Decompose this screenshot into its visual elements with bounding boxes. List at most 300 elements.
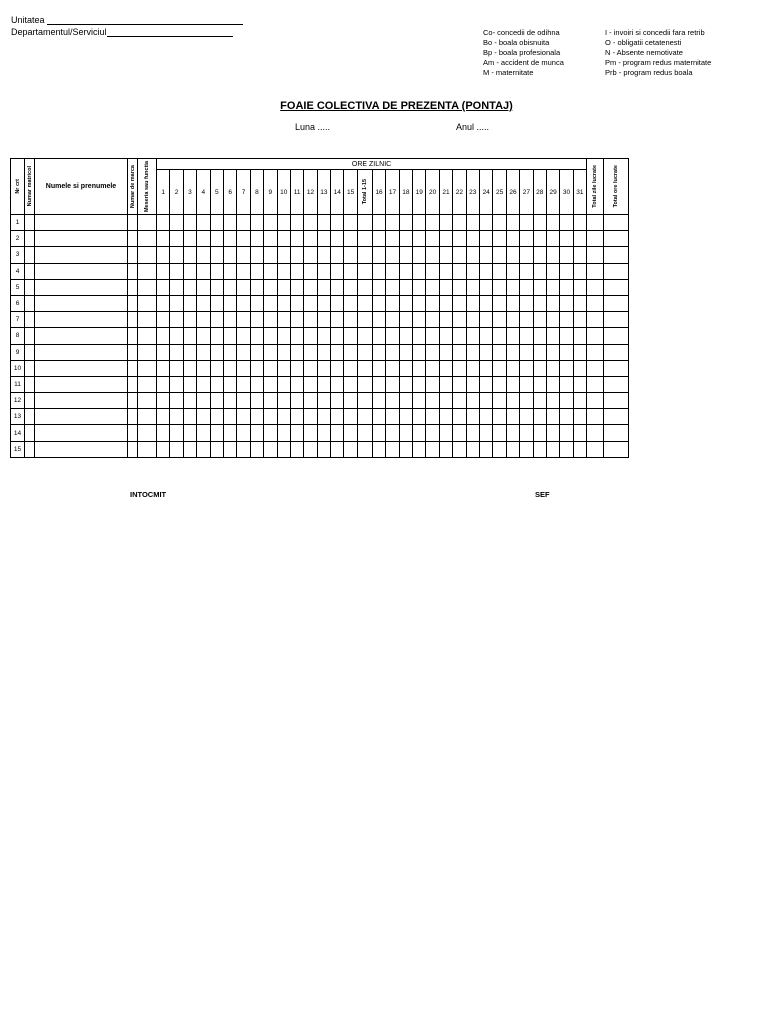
table-cell[interactable] xyxy=(399,344,412,360)
table-cell[interactable] xyxy=(573,393,586,409)
table-cell[interactable] xyxy=(533,344,546,360)
table-cell[interactable] xyxy=(560,312,573,328)
table-cell[interactable] xyxy=(290,441,303,457)
table-cell[interactable] xyxy=(138,409,157,425)
table-cell[interactable] xyxy=(506,441,519,457)
table-cell[interactable] xyxy=(317,295,330,311)
table-cell[interactable] xyxy=(223,393,236,409)
table-cell[interactable] xyxy=(546,328,559,344)
table-cell[interactable] xyxy=(183,215,196,231)
table-cell[interactable] xyxy=(290,215,303,231)
table-cell[interactable] xyxy=(290,263,303,279)
table-cell[interactable] xyxy=(250,344,263,360)
table-cell[interactable] xyxy=(264,409,277,425)
table-cell[interactable] xyxy=(587,376,604,392)
table-cell[interactable] xyxy=(25,247,35,263)
table-cell[interactable] xyxy=(210,247,223,263)
table-cell[interactable] xyxy=(317,393,330,409)
table-cell[interactable] xyxy=(399,312,412,328)
table-cell[interactable] xyxy=(250,312,263,328)
table-cell[interactable] xyxy=(439,312,452,328)
table-cell[interactable] xyxy=(170,279,183,295)
table-cell[interactable] xyxy=(304,409,317,425)
table-cell[interactable] xyxy=(604,360,629,376)
table-cell[interactable] xyxy=(264,247,277,263)
table-cell[interactable] xyxy=(210,409,223,425)
table-cell[interactable] xyxy=(317,263,330,279)
table-cell[interactable] xyxy=(506,312,519,328)
table-cell[interactable] xyxy=(399,360,412,376)
table-cell[interactable] xyxy=(479,263,492,279)
table-cell[interactable] xyxy=(264,393,277,409)
table-cell[interactable] xyxy=(331,425,344,441)
table-cell[interactable] xyxy=(344,409,357,425)
table-cell[interactable] xyxy=(453,425,466,441)
table-cell[interactable] xyxy=(237,441,250,457)
table-cell[interactable] xyxy=(573,344,586,360)
table-cell[interactable] xyxy=(157,279,170,295)
table-cell[interactable] xyxy=(604,441,629,457)
table-cell[interactable] xyxy=(479,247,492,263)
table-cell[interactable] xyxy=(223,360,236,376)
table-cell[interactable] xyxy=(413,393,426,409)
table-cell[interactable] xyxy=(210,295,223,311)
table-cell[interactable] xyxy=(344,312,357,328)
table-cell[interactable] xyxy=(290,360,303,376)
table-cell[interactable] xyxy=(290,376,303,392)
table-cell[interactable] xyxy=(223,312,236,328)
table-cell[interactable] xyxy=(317,312,330,328)
table-cell[interactable] xyxy=(493,312,506,328)
table-cell[interactable] xyxy=(304,425,317,441)
table-cell[interactable] xyxy=(290,247,303,263)
table-cell[interactable] xyxy=(533,247,546,263)
table-cell[interactable] xyxy=(493,376,506,392)
table-cell[interactable] xyxy=(290,295,303,311)
table-cell[interactable] xyxy=(344,393,357,409)
table-cell[interactable] xyxy=(453,231,466,247)
table-cell[interactable] xyxy=(439,344,452,360)
table-cell[interactable] xyxy=(223,328,236,344)
table-cell[interactable] xyxy=(413,409,426,425)
table-cell[interactable] xyxy=(128,441,138,457)
table-cell[interactable] xyxy=(479,295,492,311)
table-cell[interactable] xyxy=(453,376,466,392)
table-cell[interactable] xyxy=(372,344,385,360)
table-cell[interactable] xyxy=(128,312,138,328)
table-cell[interactable] xyxy=(290,312,303,328)
table-cell[interactable] xyxy=(183,279,196,295)
table-cell[interactable] xyxy=(466,376,479,392)
table-cell[interactable] xyxy=(533,312,546,328)
table-cell[interactable] xyxy=(466,360,479,376)
table-cell[interactable] xyxy=(587,263,604,279)
table-cell[interactable] xyxy=(317,360,330,376)
table-cell[interactable] xyxy=(25,344,35,360)
table-cell[interactable] xyxy=(453,247,466,263)
table-cell[interactable] xyxy=(453,328,466,344)
table-cell[interactable] xyxy=(372,263,385,279)
table-cell[interactable] xyxy=(372,279,385,295)
table-cell[interactable] xyxy=(573,425,586,441)
table-cell[interactable] xyxy=(223,295,236,311)
table-cell[interactable] xyxy=(573,441,586,457)
table-cell[interactable] xyxy=(35,312,128,328)
table-cell[interactable] xyxy=(413,344,426,360)
table-cell[interactable] xyxy=(466,393,479,409)
table-cell[interactable] xyxy=(399,393,412,409)
table-cell[interactable] xyxy=(210,376,223,392)
table-cell[interactable] xyxy=(210,263,223,279)
table-cell[interactable] xyxy=(453,215,466,231)
table-cell[interactable] xyxy=(604,279,629,295)
table-cell[interactable] xyxy=(560,360,573,376)
table-cell[interactable] xyxy=(35,409,128,425)
table-cell[interactable] xyxy=(183,425,196,441)
table-cell[interactable] xyxy=(413,360,426,376)
table-cell[interactable] xyxy=(357,376,372,392)
table-cell[interactable] xyxy=(128,360,138,376)
table-cell[interactable] xyxy=(344,263,357,279)
table-cell[interactable] xyxy=(573,360,586,376)
table-cell[interactable] xyxy=(386,409,399,425)
table-cell[interactable] xyxy=(210,312,223,328)
table-cell[interactable] xyxy=(573,409,586,425)
table-cell[interactable] xyxy=(546,312,559,328)
table-cell[interactable] xyxy=(439,295,452,311)
table-cell[interactable] xyxy=(170,376,183,392)
table-cell[interactable] xyxy=(466,328,479,344)
table-cell[interactable] xyxy=(520,263,533,279)
table-cell[interactable] xyxy=(138,312,157,328)
table-cell[interactable] xyxy=(331,279,344,295)
table-cell[interactable] xyxy=(546,409,559,425)
table-cell[interactable] xyxy=(372,393,385,409)
table-cell[interactable] xyxy=(357,312,372,328)
table-cell[interactable] xyxy=(35,425,128,441)
table-cell[interactable] xyxy=(479,425,492,441)
table-cell[interactable] xyxy=(331,344,344,360)
table-cell[interactable] xyxy=(560,441,573,457)
table-cell[interactable] xyxy=(386,312,399,328)
table-cell[interactable] xyxy=(399,425,412,441)
table-cell[interactable] xyxy=(35,231,128,247)
table-cell[interactable] xyxy=(466,425,479,441)
table-cell[interactable] xyxy=(493,409,506,425)
table-cell[interactable] xyxy=(493,231,506,247)
table-cell[interactable] xyxy=(304,295,317,311)
table-cell[interactable] xyxy=(439,441,452,457)
table-cell[interactable] xyxy=(386,295,399,311)
table-cell[interactable] xyxy=(520,376,533,392)
table-cell[interactable] xyxy=(604,295,629,311)
table-cell[interactable] xyxy=(357,295,372,311)
table-cell[interactable] xyxy=(197,425,210,441)
table-cell[interactable] xyxy=(35,295,128,311)
table-cell[interactable] xyxy=(250,328,263,344)
table-cell[interactable] xyxy=(573,231,586,247)
table-cell[interactable] xyxy=(237,312,250,328)
table-cell[interactable] xyxy=(573,295,586,311)
table-cell[interactable] xyxy=(250,393,263,409)
table-cell[interactable] xyxy=(138,360,157,376)
table-cell[interactable] xyxy=(386,279,399,295)
table-cell[interactable] xyxy=(386,328,399,344)
table-cell[interactable] xyxy=(439,279,452,295)
table-cell[interactable] xyxy=(237,425,250,441)
table-cell[interactable] xyxy=(197,344,210,360)
table-cell[interactable] xyxy=(317,215,330,231)
table-cell[interactable] xyxy=(25,425,35,441)
table-cell[interactable] xyxy=(493,247,506,263)
table-cell[interactable] xyxy=(466,247,479,263)
table-cell[interactable] xyxy=(197,409,210,425)
table-cell[interactable] xyxy=(344,360,357,376)
table-cell[interactable] xyxy=(170,425,183,441)
table-cell[interactable] xyxy=(439,376,452,392)
table-cell[interactable] xyxy=(573,279,586,295)
table-cell[interactable] xyxy=(290,279,303,295)
table-cell[interactable] xyxy=(533,393,546,409)
table-cell[interactable] xyxy=(533,328,546,344)
table-cell[interactable] xyxy=(493,279,506,295)
table-cell[interactable] xyxy=(413,231,426,247)
table-cell[interactable] xyxy=(25,215,35,231)
table-cell[interactable] xyxy=(25,360,35,376)
table-cell[interactable] xyxy=(439,409,452,425)
table-cell[interactable] xyxy=(210,328,223,344)
table-cell[interactable] xyxy=(277,247,290,263)
table-cell[interactable] xyxy=(128,263,138,279)
table-cell[interactable] xyxy=(317,425,330,441)
table-cell[interactable] xyxy=(506,215,519,231)
table-cell[interactable] xyxy=(479,231,492,247)
table-cell[interactable] xyxy=(493,360,506,376)
table-cell[interactable] xyxy=(344,376,357,392)
table-cell[interactable] xyxy=(277,312,290,328)
table-cell[interactable] xyxy=(413,425,426,441)
table-cell[interactable] xyxy=(399,376,412,392)
table-cell[interactable] xyxy=(223,344,236,360)
table-cell[interactable] xyxy=(237,409,250,425)
table-cell[interactable] xyxy=(35,360,128,376)
table-cell[interactable] xyxy=(357,425,372,441)
table-cell[interactable] xyxy=(466,295,479,311)
table-cell[interactable] xyxy=(560,263,573,279)
table-cell[interactable] xyxy=(560,295,573,311)
table-cell[interactable] xyxy=(386,215,399,231)
table-cell[interactable] xyxy=(357,231,372,247)
table-cell[interactable] xyxy=(170,312,183,328)
table-cell[interactable] xyxy=(493,441,506,457)
table-cell[interactable] xyxy=(304,279,317,295)
table-cell[interactable] xyxy=(546,441,559,457)
table-cell[interactable] xyxy=(520,215,533,231)
table-cell[interactable] xyxy=(506,393,519,409)
table-cell[interactable] xyxy=(493,295,506,311)
table-cell[interactable] xyxy=(413,263,426,279)
table-cell[interactable] xyxy=(560,279,573,295)
table-cell[interactable] xyxy=(304,215,317,231)
table-cell[interactable] xyxy=(426,279,439,295)
table-cell[interactable] xyxy=(357,279,372,295)
table-cell[interactable] xyxy=(223,231,236,247)
table-cell[interactable] xyxy=(520,247,533,263)
table-cell[interactable] xyxy=(157,312,170,328)
table-cell[interactable] xyxy=(157,409,170,425)
table-cell[interactable] xyxy=(533,279,546,295)
table-cell[interactable] xyxy=(453,263,466,279)
table-cell[interactable] xyxy=(604,263,629,279)
table-cell[interactable] xyxy=(304,263,317,279)
table-cell[interactable] xyxy=(399,247,412,263)
table-cell[interactable] xyxy=(357,344,372,360)
table-cell[interactable] xyxy=(453,312,466,328)
table-cell[interactable] xyxy=(304,247,317,263)
table-cell[interactable] xyxy=(264,312,277,328)
table-cell[interactable] xyxy=(197,328,210,344)
table-cell[interactable] xyxy=(493,263,506,279)
table-cell[interactable] xyxy=(35,263,128,279)
table-cell[interactable] xyxy=(399,231,412,247)
table-cell[interactable] xyxy=(604,312,629,328)
table-cell[interactable] xyxy=(587,295,604,311)
table-cell[interactable] xyxy=(210,344,223,360)
table-cell[interactable] xyxy=(25,328,35,344)
table-cell[interactable] xyxy=(506,279,519,295)
table-cell[interactable] xyxy=(277,360,290,376)
table-cell[interactable] xyxy=(264,425,277,441)
table-cell[interactable] xyxy=(493,393,506,409)
table-cell[interactable] xyxy=(426,312,439,328)
table-cell[interactable] xyxy=(317,231,330,247)
table-cell[interactable] xyxy=(357,328,372,344)
table-cell[interactable] xyxy=(264,231,277,247)
table-cell[interactable] xyxy=(157,247,170,263)
table-cell[interactable] xyxy=(183,295,196,311)
table-cell[interactable] xyxy=(386,393,399,409)
table-cell[interactable] xyxy=(250,247,263,263)
table-cell[interactable] xyxy=(277,393,290,409)
table-cell[interactable] xyxy=(439,393,452,409)
table-cell[interactable] xyxy=(223,441,236,457)
table-cell[interactable] xyxy=(331,409,344,425)
table-cell[interactable] xyxy=(386,344,399,360)
table-cell[interactable] xyxy=(587,393,604,409)
table-cell[interactable] xyxy=(546,295,559,311)
table-cell[interactable] xyxy=(331,312,344,328)
table-cell[interactable] xyxy=(506,409,519,425)
table-cell[interactable] xyxy=(157,295,170,311)
table-cell[interactable] xyxy=(439,215,452,231)
table-cell[interactable] xyxy=(197,215,210,231)
table-cell[interactable] xyxy=(277,441,290,457)
table-cell[interactable] xyxy=(197,247,210,263)
table-cell[interactable] xyxy=(331,441,344,457)
table-cell[interactable] xyxy=(317,376,330,392)
table-cell[interactable] xyxy=(439,425,452,441)
table-cell[interactable] xyxy=(277,425,290,441)
table-cell[interactable] xyxy=(386,441,399,457)
table-cell[interactable] xyxy=(479,279,492,295)
table-cell[interactable] xyxy=(573,328,586,344)
table-cell[interactable] xyxy=(183,409,196,425)
table-cell[interactable] xyxy=(138,425,157,441)
table-cell[interactable] xyxy=(604,344,629,360)
table-cell[interactable] xyxy=(128,247,138,263)
table-cell[interactable] xyxy=(210,425,223,441)
table-cell[interactable] xyxy=(426,263,439,279)
table-cell[interactable] xyxy=(250,231,263,247)
table-cell[interactable] xyxy=(128,328,138,344)
table-cell[interactable] xyxy=(479,441,492,457)
table-cell[interactable] xyxy=(25,279,35,295)
table-cell[interactable] xyxy=(520,312,533,328)
table-cell[interactable] xyxy=(587,409,604,425)
table-cell[interactable] xyxy=(604,328,629,344)
table-cell[interactable] xyxy=(344,328,357,344)
table-cell[interactable] xyxy=(304,376,317,392)
table-cell[interactable] xyxy=(25,263,35,279)
table-cell[interactable] xyxy=(479,393,492,409)
table-cell[interactable] xyxy=(426,441,439,457)
table-cell[interactable] xyxy=(138,344,157,360)
table-cell[interactable] xyxy=(223,376,236,392)
table-cell[interactable] xyxy=(170,409,183,425)
table-cell[interactable] xyxy=(197,393,210,409)
table-cell[interactable] xyxy=(210,393,223,409)
table-cell[interactable] xyxy=(170,393,183,409)
table-cell[interactable] xyxy=(223,263,236,279)
table-cell[interactable] xyxy=(170,360,183,376)
table-cell[interactable] xyxy=(506,360,519,376)
table-cell[interactable] xyxy=(386,376,399,392)
table-cell[interactable] xyxy=(573,312,586,328)
table-cell[interactable] xyxy=(466,279,479,295)
table-cell[interactable] xyxy=(453,344,466,360)
table-cell[interactable] xyxy=(35,328,128,344)
table-cell[interactable] xyxy=(439,263,452,279)
table-cell[interactable] xyxy=(533,215,546,231)
table-cell[interactable] xyxy=(264,215,277,231)
table-cell[interactable] xyxy=(183,441,196,457)
table-cell[interactable] xyxy=(399,295,412,311)
table-cell[interactable] xyxy=(138,279,157,295)
table-cell[interactable] xyxy=(372,376,385,392)
table-cell[interactable] xyxy=(197,441,210,457)
table-cell[interactable] xyxy=(546,393,559,409)
table-cell[interactable] xyxy=(210,279,223,295)
table-cell[interactable] xyxy=(506,247,519,263)
table-cell[interactable] xyxy=(170,247,183,263)
table-cell[interactable] xyxy=(493,215,506,231)
table-cell[interactable] xyxy=(317,328,330,344)
table-cell[interactable] xyxy=(264,328,277,344)
table-cell[interactable] xyxy=(128,425,138,441)
table-cell[interactable] xyxy=(357,247,372,263)
table-cell[interactable] xyxy=(138,215,157,231)
table-cell[interactable] xyxy=(344,344,357,360)
table-cell[interactable] xyxy=(520,393,533,409)
table-cell[interactable] xyxy=(317,247,330,263)
table-cell[interactable] xyxy=(372,409,385,425)
table-cell[interactable] xyxy=(466,215,479,231)
table-cell[interactable] xyxy=(493,328,506,344)
table-cell[interactable] xyxy=(138,263,157,279)
table-cell[interactable] xyxy=(426,409,439,425)
table-cell[interactable] xyxy=(372,360,385,376)
table-cell[interactable] xyxy=(560,425,573,441)
